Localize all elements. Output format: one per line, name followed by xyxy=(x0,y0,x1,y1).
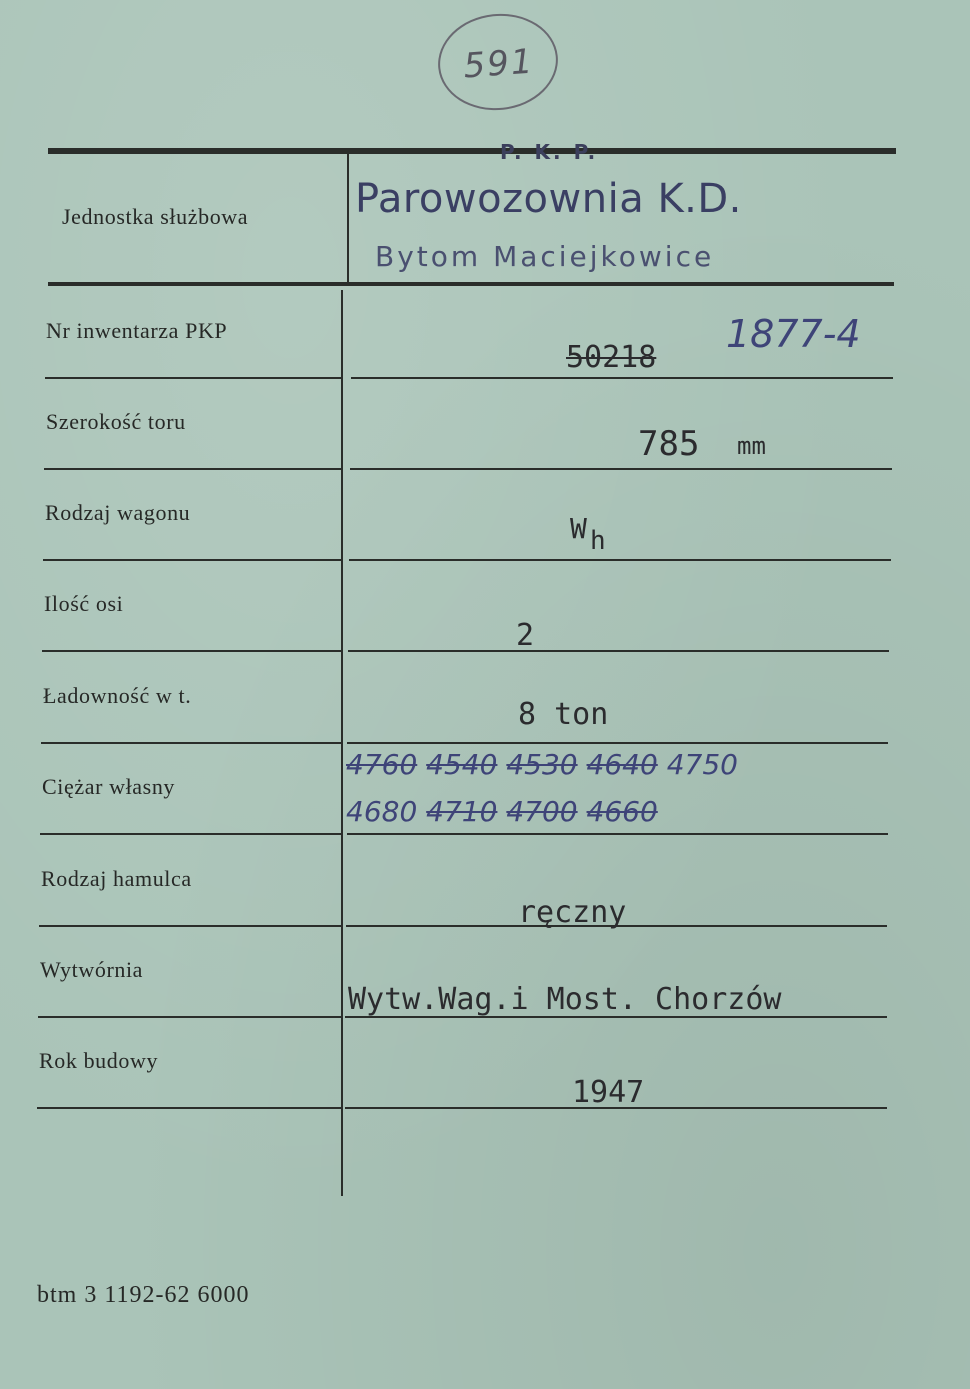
tare-weight: 4640 xyxy=(586,748,658,781)
inventory-number-handwritten: 1877-4 xyxy=(726,312,861,356)
build-year-value: 1947 xyxy=(572,1075,645,1110)
gauge-value: 785 xyxy=(638,424,700,464)
header-label: Jednostka służbowa xyxy=(62,204,249,229)
rule xyxy=(44,468,341,470)
rule xyxy=(350,468,892,470)
manufacturer-value: Wytw.Wag.i Most. Chorzów xyxy=(348,982,782,1017)
row-label-gauge: Szerokość toru xyxy=(46,409,186,434)
header-divider xyxy=(347,154,349,282)
axles-value: 2 xyxy=(516,618,535,653)
rule xyxy=(45,377,341,379)
row-label-tare: Ciężar własny xyxy=(42,774,176,799)
rule xyxy=(42,650,341,652)
stamp-top: P. K. P. xyxy=(500,140,599,164)
tare-weight: 4760 xyxy=(346,748,418,781)
stamp-main: Parowozownia K.D. xyxy=(355,176,742,222)
row-label-axles: Ilość osi xyxy=(44,591,124,616)
rule xyxy=(351,377,893,379)
capacity-value: 8 ton xyxy=(518,697,609,732)
row-label-build-year: Rok budowy xyxy=(39,1048,159,1073)
tare-weight: 4540 xyxy=(426,748,498,781)
rule xyxy=(348,650,889,652)
column-divider xyxy=(341,290,343,1196)
wagon-type-subscript: h xyxy=(590,526,606,556)
rule xyxy=(43,559,341,561)
rule xyxy=(38,1016,341,1018)
stamp-sub: Bytom Maciejkowice xyxy=(375,240,715,273)
rule xyxy=(347,742,888,744)
row-label-brake: Rodzaj hamulca xyxy=(41,866,192,891)
inventory-number-struck: 50218 xyxy=(566,340,657,375)
rule xyxy=(40,833,341,835)
rule xyxy=(41,742,341,744)
tare-weight: 4700 xyxy=(506,795,578,828)
brake-value: ręczny xyxy=(518,895,627,930)
row-label-inventory: Nr inwentarza PKP xyxy=(46,318,228,343)
tare-weight: 4710 xyxy=(426,795,498,828)
tare-weight: 4680 xyxy=(346,795,418,828)
row-label-wagon-type: Rodzaj wagonu xyxy=(45,500,191,525)
rule xyxy=(349,559,891,561)
tare-weights-line1 xyxy=(346,748,738,781)
header-bottom-border xyxy=(48,282,894,286)
rule xyxy=(39,925,341,927)
footer-print-code: btm 3 1192-62 6000 xyxy=(37,1282,250,1308)
row-label-manufacturer: Wytwórnia xyxy=(40,957,144,982)
archive-number: 591 xyxy=(462,41,536,87)
tare-weight: 4530 xyxy=(506,748,578,781)
tare-weight: 4660 xyxy=(586,795,658,828)
row-label-capacity: Ładowność w t. xyxy=(43,683,192,708)
rule xyxy=(347,833,888,835)
top-border xyxy=(48,148,896,154)
wagon-type-value: W xyxy=(570,512,587,545)
rule xyxy=(37,1107,341,1109)
tare-weight: 4750 xyxy=(666,748,738,781)
gauge-unit: mm xyxy=(737,432,766,460)
tare-weights-line2 xyxy=(346,795,658,828)
